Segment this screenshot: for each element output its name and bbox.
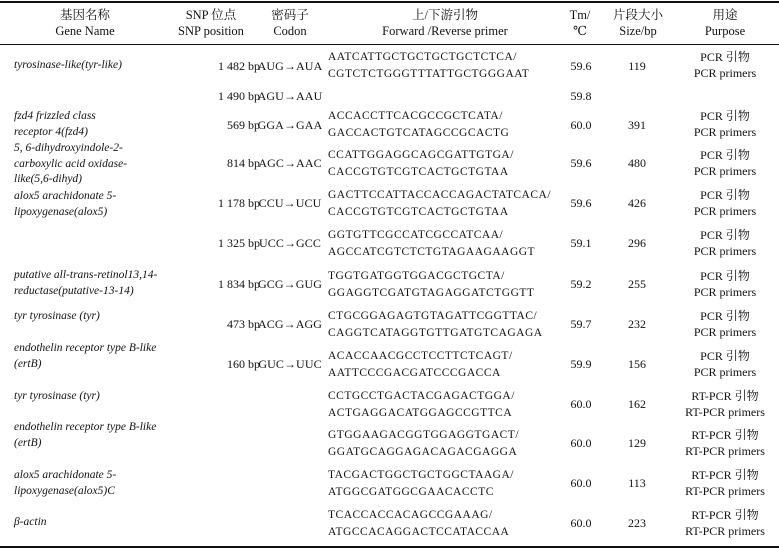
forward-primer: AATCATTGCTGCTGCTGCTCTCA/ — [328, 51, 517, 63]
purpose-cn: RT-PCR 引物 — [691, 468, 759, 482]
purpose-en: PCR primers — [693, 244, 757, 258]
codon-cell: AGC→AAC — [258, 156, 322, 170]
primer-cell — [328, 308, 568, 342]
tm-cell: 60.0 — [570, 476, 592, 490]
header-size — [608, 7, 668, 39]
codon-cell: ACG→AGG — [257, 317, 323, 331]
snp-position-cell: 569 bp — [227, 118, 260, 132]
forward-primer: GGTGTTCGCCATCGCCATCAA/ — [328, 229, 504, 241]
codon-cell: CCU→UCU — [258, 196, 322, 210]
snp-position-cell: 1 834 bp — [218, 277, 260, 291]
primer-cell — [328, 348, 568, 382]
header-snp-en: SNP position — [178, 24, 244, 38]
purpose-cn: PCR 引物 — [700, 309, 750, 323]
header-gene-en: Gene Name — [55, 24, 115, 38]
header-codon-en: Codon — [273, 24, 307, 38]
reverse-primer: ACTGAGGACATGGAGCCGTTCA — [328, 407, 513, 419]
gene-name-cell: tyr tyrosinase (tyr) — [14, 310, 100, 322]
snp-position-cell: 814 bp — [227, 156, 260, 170]
primer-cell — [328, 507, 568, 541]
primer-cell — [328, 388, 568, 422]
purpose-cell — [665, 187, 779, 219]
gene-name-cell: alox5 arachidonate 5-lipoxygenase(alox5)C — [14, 469, 117, 497]
gene-name-cell: tyrosinase-like(tyr-like) — [14, 59, 122, 71]
codon-cell: GCG→GUG — [257, 277, 323, 291]
purpose-en: RT-PCR primers — [685, 444, 765, 458]
forward-primer: CTGCGGAGAGTGTAGATTCGGTTAC/ — [328, 310, 538, 322]
tm-cell: 60.0 — [570, 397, 592, 411]
codon-cell: UCC→GCC — [258, 236, 322, 250]
tm-cell: 59.9 — [570, 357, 592, 371]
reverse-primer: ATGCCACAGGACTCCATACCAA — [328, 526, 510, 538]
snp-position-cell: 1 490 bp — [218, 89, 260, 103]
header-gene-name — [30, 7, 140, 39]
tm-cell: 60.0 — [570, 436, 592, 450]
gene-name-cell: 5, 6-dihydroxyindole-2-carboxylic acid oxidase-like(5,6-dihyd) — [14, 142, 128, 185]
reverse-primer: AGCCATCGTCTCTGTAGAAGAAGGT — [328, 246, 536, 258]
reverse-primer: GGAGGTCGATGTAGAGGATCTGGTT — [328, 287, 535, 299]
size-cell: 232 — [628, 317, 646, 331]
forward-primer: GTGGAAGACGGTGGAGGTGACT/ — [328, 429, 520, 441]
snp-position-cell: 160 bp — [227, 357, 260, 371]
purpose-cell — [665, 348, 779, 380]
header-purpose-en: Purpose — [704, 24, 746, 38]
gene-name-cell: alox5 arachidonate 5-lipoxygenase(alox5) — [14, 190, 117, 218]
gene-name-cell: β-actin — [14, 516, 47, 528]
reverse-primer: GGATGCAGGAGACAGACGAGGA — [328, 446, 518, 458]
tm-cell: 59.8 — [570, 89, 592, 103]
tm-cell: 60.0 — [570, 118, 592, 132]
purpose-cell — [665, 507, 779, 539]
forward-primer: ACACCAACGCCTCCTTCTCAGT/ — [328, 350, 513, 362]
reverse-primer: ATGGCGATGGCGAACACCTC — [328, 486, 494, 498]
purpose-cell — [665, 427, 779, 459]
forward-primer: TGGTGATGGTGGACGCTGCTA/ — [328, 270, 505, 282]
tm-cell: 59.7 — [570, 317, 592, 331]
forward-primer: TCACCACCACAGCCGAAAG/ — [328, 509, 493, 521]
snp-position-cell: 1 178 bp — [218, 196, 260, 210]
primer-cell — [328, 427, 568, 461]
purpose-cell — [665, 467, 779, 499]
purpose-cell — [665, 227, 779, 259]
header-snp-position — [166, 7, 256, 39]
snp-position-cell: 473 bp — [227, 317, 260, 331]
snp-position-cell: 1 325 bp — [218, 236, 260, 250]
size-cell: 391 — [628, 118, 646, 132]
size-cell: 113 — [628, 476, 646, 490]
purpose-cn: PCR 引物 — [700, 228, 750, 242]
tm-cell: 59.6 — [570, 156, 592, 170]
bottom-rule — [0, 546, 779, 548]
snp-position-cell: 1 482 bp — [218, 59, 260, 73]
tm-cell: 59.2 — [570, 277, 592, 291]
top-rule — [0, 1, 779, 3]
reverse-primer: CGTCTCTGGGTTTATTGCTGGGAAT — [328, 68, 530, 80]
size-cell: 119 — [628, 59, 646, 73]
size-cell: 129 — [628, 436, 646, 450]
primer-cell — [328, 268, 568, 302]
size-cell: 480 — [628, 156, 646, 170]
gene-name-cell: putative all-trans-retinol13,14-reductase(putative-13-14) — [14, 269, 158, 297]
gene-name-cell: tyr tyrosinase (tyr) — [14, 390, 100, 402]
reverse-primer: GACCACTGTCATAGCCGCACTG — [328, 127, 510, 139]
size-cell: 255 — [628, 277, 646, 291]
codon-cell: AGU→AAU — [257, 89, 323, 103]
purpose-en: RT-PCR primers — [685, 405, 765, 419]
primer-cell — [328, 227, 568, 261]
reverse-primer: CACCGTGTCGTCACTGCTGTAA — [328, 206, 509, 218]
header-primer — [345, 7, 545, 39]
gene-name-cell: fzd4 frizzled class receptor 4(fzd4) — [14, 110, 96, 138]
forward-primer: ACCACCTTCACGCCGCTCATA/ — [328, 110, 503, 122]
reverse-primer: CACCGTGTCGTCACTGCTGTAA — [328, 166, 509, 178]
purpose-cell — [665, 147, 779, 179]
purpose-cell — [665, 388, 779, 420]
tm-cell: 60.0 — [570, 516, 592, 530]
purpose-en: PCR primers — [693, 66, 757, 80]
primer-cell — [328, 467, 568, 501]
purpose-cn: RT-PCR 引物 — [691, 508, 759, 522]
header-purpose-cn: 用途 — [712, 8, 738, 22]
purpose-cn: PCR 引物 — [700, 50, 750, 64]
header-codon-cn: 密码子 — [271, 8, 309, 22]
size-cell: 162 — [628, 397, 646, 411]
size-cell: 426 — [628, 196, 646, 210]
purpose-en: PCR primers — [693, 365, 757, 379]
header-purpose — [685, 7, 765, 39]
purpose-cn: PCR 引物 — [700, 188, 750, 202]
codon-cell: GUC→UUC — [258, 357, 322, 371]
purpose-cell — [665, 308, 779, 340]
primer-cell — [328, 187, 568, 221]
tm-cell: 59.6 — [570, 196, 592, 210]
size-cell: 296 — [628, 236, 646, 250]
primer-cell — [328, 108, 568, 142]
purpose-cell — [665, 49, 779, 81]
purpose-en: PCR primers — [693, 204, 757, 218]
primer-cell — [328, 147, 568, 181]
codon-cell: GGA→GAA — [257, 118, 323, 132]
forward-primer: GACTTCCATTACCACCAGACTATCACA/ — [328, 189, 552, 201]
tm-cell: 59.6 — [570, 59, 592, 73]
purpose-en: RT-PCR primers — [685, 484, 765, 498]
header-gene-cn: 基因名称 — [59, 8, 110, 22]
purpose-cn: PCR 引物 — [700, 349, 750, 363]
header-codon — [255, 7, 325, 39]
header-snp-cn: SNP 位点 — [185, 8, 237, 22]
header-size-cn: 片段大小 — [612, 8, 663, 22]
purpose-en: PCR primers — [693, 325, 757, 339]
size-cell: 156 — [628, 357, 646, 371]
purpose-cn: PCR 引物 — [700, 109, 750, 123]
primer-cell — [328, 49, 568, 83]
purpose-cn: PCR 引物 — [700, 148, 750, 162]
header-tm — [562, 7, 598, 39]
purpose-en: PCR primers — [693, 285, 757, 299]
header-primer-en: Forward /Reverse primer — [382, 24, 508, 38]
gene-name-cell: endothelin receptor type B-like (ertB) — [14, 342, 157, 370]
header-tm-en: ℃ — [573, 24, 587, 38]
gene-name-cell: endothelin receptor type B-like (ertB) — [14, 421, 157, 449]
purpose-en: RT-PCR primers — [685, 524, 765, 538]
purpose-cn: RT-PCR 引物 — [691, 389, 759, 403]
reverse-primer: AATTCCCGACGATCCCGACCA — [328, 367, 501, 379]
purpose-cn: RT-PCR 引物 — [691, 428, 759, 442]
forward-primer: TACGACTGGCTGCTGGCTAAGA/ — [328, 469, 514, 481]
size-cell: 223 — [628, 516, 646, 530]
header-rule — [0, 44, 779, 45]
tm-cell: 59.1 — [570, 236, 592, 250]
header-primer-cn: 上/下游引物 — [412, 8, 478, 22]
purpose-cell — [665, 268, 779, 300]
purpose-cn: PCR 引物 — [700, 269, 750, 283]
forward-primer: CCATTGGAGGCAGCGATTGTGA/ — [328, 149, 514, 161]
header-size-en: Size/bp — [619, 24, 657, 38]
purpose-cell — [665, 108, 779, 140]
purpose-en: PCR primers — [693, 125, 757, 139]
purpose-en: PCR primers — [693, 164, 757, 178]
header-tm-cn: Tm/ — [569, 8, 591, 22]
reverse-primer: CAGGTCATAGGTGTTGATGTCAGAGA — [328, 327, 543, 339]
codon-cell: AUG→AUA — [257, 59, 323, 73]
forward-primer: CCTGCCTGACTACGAGACTGGA/ — [328, 390, 515, 402]
